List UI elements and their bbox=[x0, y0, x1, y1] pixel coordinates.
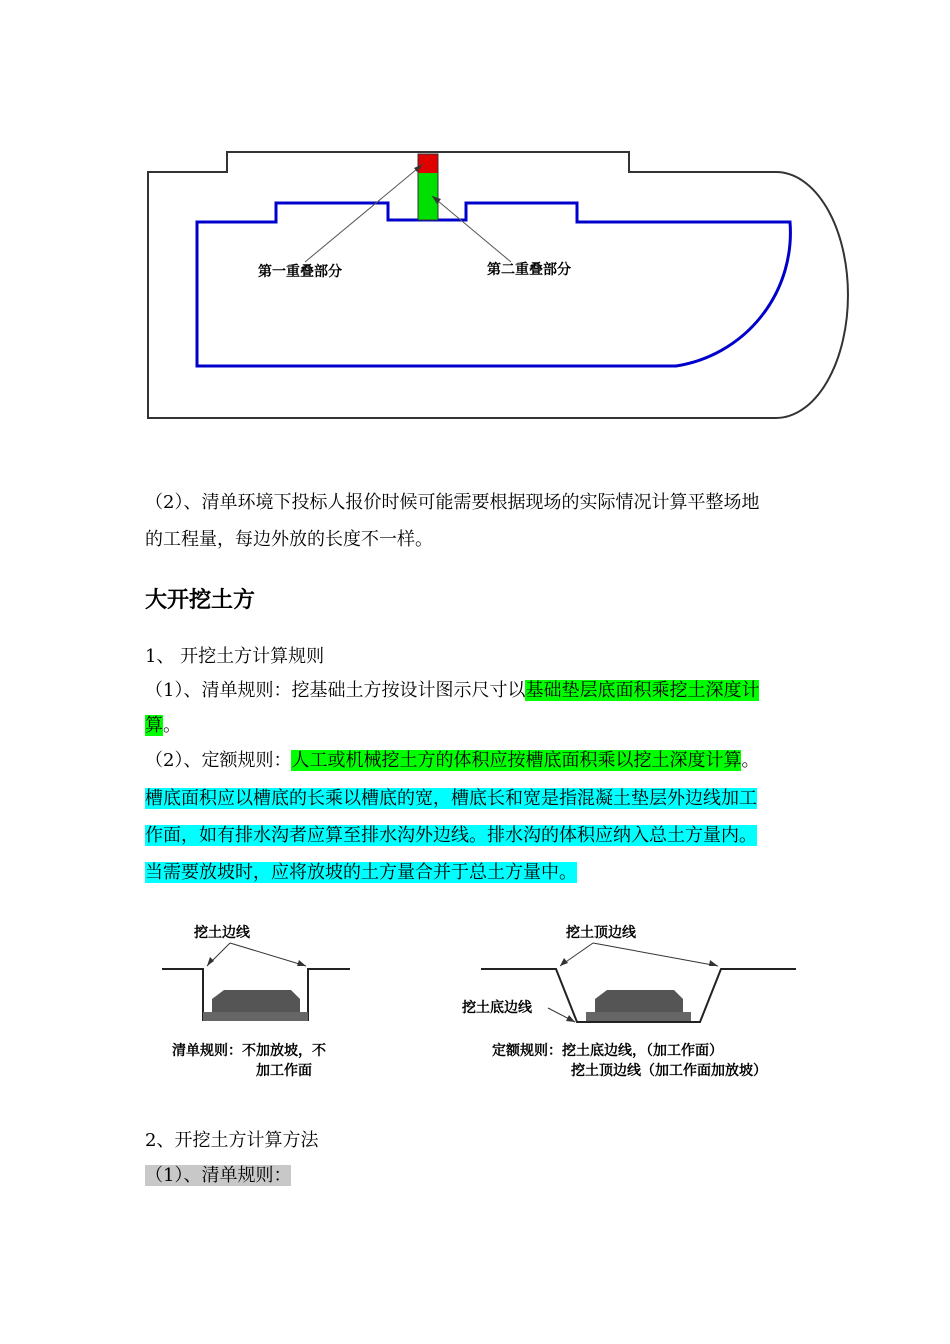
left-caption1: 清单规则：不加放坡，不 bbox=[172, 1043, 326, 1059]
rule-cyan-text3: 当需要放坡时，应将放坡的土方量合并于总土方量中。 bbox=[145, 862, 577, 883]
rule-dinge-end: 。 bbox=[741, 750, 760, 771]
rule-cyan-line1 bbox=[145, 782, 757, 816]
left-foundation bbox=[212, 990, 300, 1012]
excavation-figure bbox=[150, 910, 810, 1085]
rules-heading: 1、 开挖土方计算规则 bbox=[145, 646, 325, 667]
right-top-label: 挖土顶边线 bbox=[566, 925, 636, 941]
qingdan-paragraph-line1: （2）、清单环境下投标人报价时候可能需要根据现场的实际情况计算平整场地 bbox=[145, 492, 760, 513]
rule-qingdan-line bbox=[145, 674, 759, 708]
left-title: 挖土边线 bbox=[194, 925, 250, 941]
left-cushion bbox=[203, 1012, 308, 1021]
rule-dinge-highlight: 人工或机械挖土方的体积应按槽底面积乘以挖土深度计算 bbox=[291, 750, 742, 771]
site-plan-figure bbox=[140, 145, 850, 425]
left-caption2: 加工作面 bbox=[256, 1063, 312, 1079]
site-outer-boundary bbox=[148, 152, 848, 418]
rule-cyan-line3 bbox=[145, 856, 577, 890]
right-cushion bbox=[586, 1012, 691, 1021]
rule-qingdan-prefix: （1）、清单规则：挖基础土方按设计图示尺寸以 bbox=[145, 680, 526, 701]
building-outline bbox=[197, 203, 790, 366]
section-title: 大开挖土方 bbox=[145, 588, 256, 613]
second-overlap-label: 第二重叠部分 bbox=[487, 262, 571, 278]
rule-cyan-line2 bbox=[145, 819, 757, 853]
rule-cyan-text2: 作面，如有排水沟者应算至排水沟外边线。排水沟的体积应纳入总土方量内。 bbox=[145, 825, 757, 846]
right-caption1: 定额规则：挖土底边线，（加工作面） bbox=[492, 1043, 723, 1059]
rule-qingdan-line2 bbox=[145, 709, 181, 743]
rule-qingdan-highlight: 基础垫层底面积乘挖土深度计 bbox=[525, 680, 760, 701]
rule-dinge-prefix: （2）、定额规则： bbox=[145, 750, 292, 771]
rule-qingdan-end: 。 bbox=[163, 715, 181, 736]
first-overlap-label: 第一重叠部分 bbox=[258, 264, 342, 280]
right-bottom-label: 挖土底边线 bbox=[462, 1000, 532, 1016]
first-overlap-area bbox=[418, 154, 438, 173]
qingdan-paragraph-line2: 的工程量，每边外放的长度不一样。 bbox=[145, 529, 433, 550]
methods-heading: 2、开挖土方计算方法 bbox=[145, 1130, 319, 1151]
rule-dinge-line bbox=[145, 744, 759, 778]
first-overlap-leader bbox=[305, 164, 423, 262]
rule-cyan-text1: 槽底面积应以槽底的长乘以槽底的宽，槽底长和宽是指混凝土垫层外边线加工 bbox=[145, 788, 757, 809]
methods-sub1-line bbox=[145, 1159, 291, 1193]
right-foundation bbox=[595, 990, 683, 1012]
second-overlap-area bbox=[418, 173, 438, 220]
methods-sub1: （1）、清单规则： bbox=[145, 1165, 292, 1186]
second-overlap-leader bbox=[432, 196, 511, 262]
rule-qingdan-highlight2: 算 bbox=[145, 715, 163, 736]
right-caption2: 挖土顶边线（加工作面加放坡） bbox=[571, 1063, 767, 1079]
